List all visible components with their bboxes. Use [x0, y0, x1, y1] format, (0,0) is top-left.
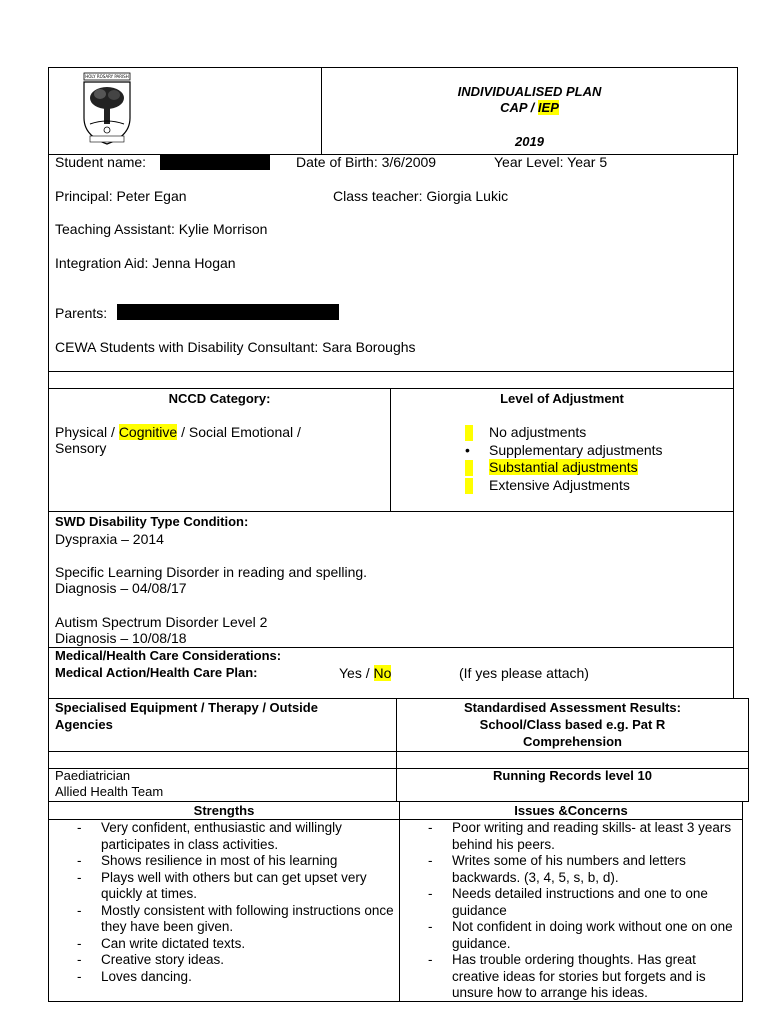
- concern-item: - Needs detailed instructions and one to one guidance: [406, 886, 740, 919]
- equipment-heading: Specialised Equipment / Therapy / Outside: [55, 700, 318, 715]
- medical-note: (If yes please attach): [459, 665, 589, 681]
- student-name-redaction: [160, 155, 270, 170]
- strength-item: - Very confident, enthusiastic and willingly participates in class activities.: [55, 820, 395, 853]
- concern-item: - Poor writing and reading skills- at least 3 years behind his peers.: [406, 820, 740, 853]
- assessment-result: Running Records level 10: [493, 768, 652, 783]
- medical-plan-label: Medical Action/Health Care Plan:: [55, 665, 258, 680]
- date-of-birth: Date of Birth: 3/6/2009: [296, 154, 437, 170]
- class-teacher: Class teacher: Giorgia Lukic: [333, 188, 509, 204]
- svg-text:HOLY ROSARY PARISH: HOLY ROSARY PARISH: [85, 74, 129, 80]
- year-level: Year Level: Year 5: [494, 154, 608, 170]
- school-logo: [78, 72, 136, 148]
- student-name-label: Student name:: [55, 154, 147, 170]
- integration-aid: Integration Aid: Jenna Hogan: [55, 255, 236, 271]
- parents-label: Parents:: [55, 305, 108, 321]
- swd-heading: SWD Disability Type Condition:: [55, 514, 249, 529]
- swd-line: Dyspraxia – 2014: [55, 531, 164, 547]
- plan-type-highlight: IEP: [537, 100, 559, 115]
- medical-heading: Medical/Health Care Considerations:: [55, 648, 282, 663]
- adjustment-item: • Supplementary adjustments: [465, 442, 663, 460]
- concerns-heading: Issues &Concerns: [514, 803, 628, 818]
- equipment-heading-2: Agencies: [55, 717, 113, 732]
- nccd-categories: Physical / Cognitive / Social Emotional /: [55, 424, 301, 440]
- plan-year: 2019: [515, 134, 544, 149]
- plan-type-prefix: CAP /: [500, 100, 538, 115]
- concern-item: - Has trouble ordering thoughts. Has great creative ideas for stories but forgets and is unsure how to arrange his ideas.: [406, 952, 740, 1002]
- swd-line: Autism Spectrum Disorder Level 2: [55, 614, 268, 630]
- strength-item: - Plays well with others but can get upset very quickly at times.: [55, 870, 395, 903]
- strengths-list: [55, 820, 395, 985]
- consultant: CEWA Students with Disability Consultant: Sara Boroughs: [55, 339, 416, 355]
- adjustment-item: • Substantial adjustments: [465, 459, 663, 477]
- parents-redaction: [117, 304, 339, 320]
- assessment-heading-2: School/Class based e.g. Pat R: [479, 717, 666, 732]
- equipment-item: Allied Health Team: [55, 784, 164, 799]
- adjustment-item: • Extensive Adjustments: [465, 477, 663, 495]
- plan-title: INDIVIDUALISED PLAN: [457, 84, 602, 99]
- equipment-item: Paediatrician: [55, 768, 131, 783]
- concerns-list: [406, 820, 740, 1002]
- swd-line: Diagnosis – 10/08/18: [55, 630, 187, 646]
- strength-item: - Mostly consistent with following instructions once they have been given.: [55, 903, 395, 936]
- strength-item: - Can write dictated texts.: [55, 936, 395, 953]
- adjustment-heading: Level of Adjustment: [500, 391, 624, 406]
- assessment-heading: Standardised Assessment Results:: [464, 700, 681, 715]
- adjustment-list: [465, 424, 663, 494]
- swd-line: Diagnosis – 04/08/17: [55, 580, 187, 596]
- principal: Principal: Peter Egan: [55, 188, 187, 204]
- concern-item: - Writes some of his numbers and letters backwards. (3, 4, 5, s, b, d).: [406, 853, 740, 886]
- nccd-sensory: Sensory: [55, 440, 107, 456]
- concern-item: - Not confident in doing work without one on one guidance.: [406, 919, 740, 952]
- teaching-assistant: Teaching Assistant: Kylie Morrison: [55, 221, 268, 237]
- strengths-heading: Strengths: [193, 803, 255, 818]
- plan-subtitle: [322, 100, 737, 116]
- medical-no-highlight: No: [373, 665, 392, 681]
- strength-item: - Shows resilience in most of his learning: [55, 853, 395, 870]
- nccd-cognitive-highlight: Cognitive: [118, 424, 178, 440]
- nccd-heading: NCCD Category:: [168, 391, 271, 406]
- strength-item: - Creative story ideas.: [55, 952, 395, 969]
- medical-plan-answer: Yes / No: [339, 665, 392, 681]
- assessment-heading-3: Comprehension: [523, 734, 622, 749]
- swd-line: Specific Learning Disorder in reading and spelling.: [55, 564, 368, 580]
- adjustment-item: • No adjustments: [465, 424, 663, 442]
- strength-item: - Loves dancing.: [55, 969, 395, 986]
